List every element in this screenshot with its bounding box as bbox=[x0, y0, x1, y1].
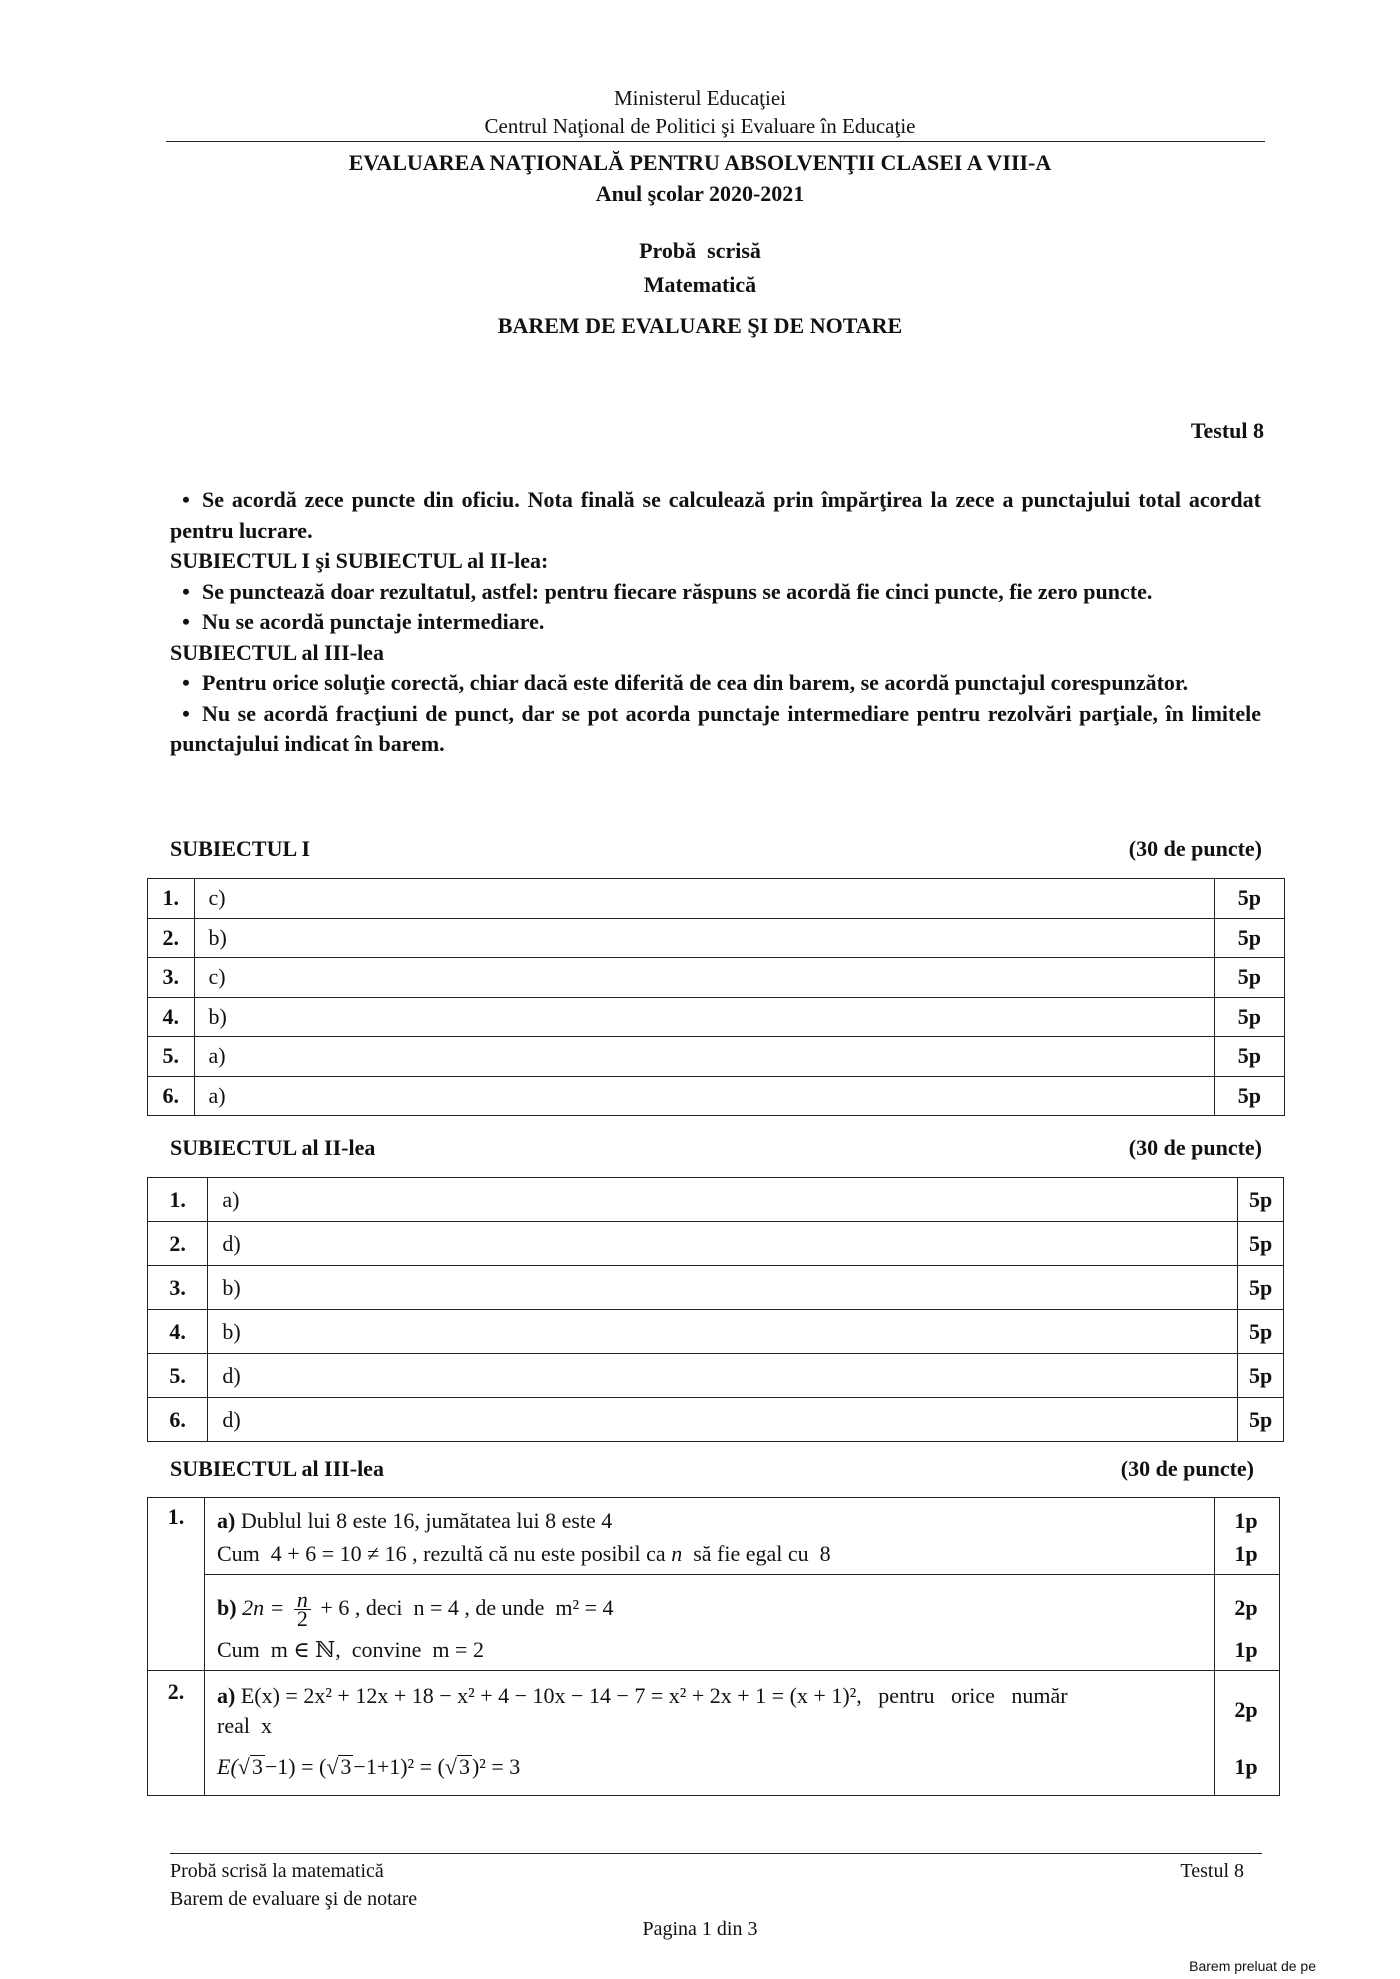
instruction-2: • Se punctează doar rezultatul, astfel: pentru fiecare răspuns se acordă fie cinci puncte, fie zero puncte. bbox=[170, 577, 1261, 608]
header-rule bbox=[166, 141, 1265, 142]
answer-score: 5p bbox=[1238, 1398, 1284, 1442]
subject3-problem2 bbox=[148, 1671, 1280, 1796]
instruction-3: • Nu se acordă punctaje intermediare. bbox=[170, 607, 1261, 638]
footer-left-2: Barem de evaluare şi de notare bbox=[170, 1888, 418, 1910]
problem1-a-text2-end: să fie egal cu 8 bbox=[682, 1541, 831, 1566]
school-year: Anul şcolar 2020-2021 bbox=[595, 181, 805, 206]
problem1-number: 1. bbox=[148, 1498, 205, 1671]
problem2-a-line1 bbox=[205, 1681, 1258, 1722]
exam-title: EVALUAREA NAŢIONALĂ PENTRU ABSOLVENŢII CLASEI A VIII-A bbox=[348, 150, 1052, 175]
answer-value: c) bbox=[194, 879, 1214, 919]
problem1-a-line1 bbox=[205, 1504, 1258, 1537]
problem2-eval-mid: ) = ( bbox=[288, 1754, 327, 1779]
instruction-4: • Pentru orice soluţie corectă, chiar dacă este diferită de cea din barem, se acordă punctajul corespunzător. bbox=[170, 668, 1261, 699]
question-number: 5. bbox=[148, 1354, 208, 1398]
answer-row bbox=[148, 1354, 1284, 1398]
problem2-eval-right: −1+1)² = ( bbox=[353, 1754, 445, 1779]
problem1-a-var: n bbox=[671, 1541, 683, 1566]
instruction-5: • Nu se acordă fracţiuni de punct, dar se pot acorda punctaje intermediare pentru rezolvări parţiale, în limitele punctajului indicat în barem. bbox=[170, 699, 1261, 760]
problem2-number: 2. bbox=[148, 1671, 205, 1796]
problem2-a-continuation: real x bbox=[217, 1713, 272, 1738]
problem1-a-score1: 1p bbox=[1234, 1508, 1258, 1533]
question-number: 1. bbox=[148, 1178, 208, 1222]
answer-row bbox=[148, 1076, 1285, 1116]
problem2-a-score: 2p bbox=[1234, 1697, 1258, 1722]
problem1-b-eq-left: 2n = bbox=[242, 1595, 285, 1620]
answer-score: 5p bbox=[1214, 1076, 1284, 1116]
problem2-a-line3 bbox=[205, 1745, 1258, 1789]
subject3-problem1-b bbox=[148, 1575, 1280, 1671]
answer-value: b) bbox=[208, 1266, 1238, 1310]
subject2-points: (30 de puncte) bbox=[1128, 1135, 1262, 1160]
problem1-a-text1: Dublul lui 8 este 16, jumătatea lui 8 este 4 bbox=[240, 1508, 613, 1533]
fraction-numerator: n bbox=[294, 1591, 311, 1610]
answer-row bbox=[148, 918, 1285, 958]
question-number: 4. bbox=[148, 1310, 208, 1354]
question-number: 2. bbox=[148, 1222, 208, 1266]
answer-score: 5p bbox=[1238, 1266, 1284, 1310]
problem2-eval-inner: −1 bbox=[264, 1754, 289, 1779]
answer-row bbox=[148, 1222, 1284, 1266]
subject2-title: SUBIECTUL al II-lea bbox=[170, 1135, 376, 1160]
problem2-a-expression: E(x) = 2x² + 12x + 18 − x² + 4 − 10x − 14 − 7 = x² + 2x + 1 = (x + 1)², pentru orice număr bbox=[240, 1683, 1068, 1708]
question-number: 2. bbox=[148, 918, 195, 958]
answer-value: b) bbox=[194, 997, 1214, 1037]
problem1-b-line1 bbox=[205, 1583, 1258, 1633]
question-number: 3. bbox=[148, 1266, 208, 1310]
answer-row bbox=[148, 958, 1285, 998]
page-number: Pagina 1 din 3 bbox=[642, 1918, 758, 1940]
question-number: 1. bbox=[148, 879, 195, 919]
subject1-heading bbox=[170, 836, 1262, 862]
problem1-b-cell bbox=[205, 1575, 1258, 1671]
problem2-a-label: a) bbox=[217, 1683, 236, 1708]
question-number: 6. bbox=[148, 1398, 208, 1442]
sqrt-icon: √ bbox=[326, 1754, 339, 1779]
problem1-b-line2 bbox=[205, 1633, 1258, 1666]
answer-score: 5p bbox=[1238, 1310, 1284, 1354]
answer-value: b) bbox=[194, 918, 1214, 958]
instruction-heading-3: SUBIECTUL al III-lea bbox=[170, 639, 384, 665]
answer-value: a) bbox=[208, 1178, 1238, 1222]
answer-score: 5p bbox=[1214, 958, 1284, 998]
question-number: 4. bbox=[148, 997, 195, 1037]
sqrt-icon: √ bbox=[444, 1754, 457, 1779]
subject3-table bbox=[147, 1497, 1280, 1796]
answer-row bbox=[148, 1037, 1285, 1077]
answer-value: c) bbox=[194, 958, 1214, 998]
question-number: 5. bbox=[148, 1037, 195, 1077]
answer-score: 5p bbox=[1214, 918, 1284, 958]
subject1-title: SUBIECTUL I bbox=[170, 836, 311, 861]
subject-name: Matematică bbox=[643, 272, 757, 297]
center-name: Centrul Naţional de Politici şi Evaluare în Educaţie bbox=[484, 114, 916, 138]
subject3-title: SUBIECTUL al III-lea bbox=[170, 1456, 384, 1481]
answer-value: a) bbox=[194, 1037, 1214, 1077]
radicand-1: 3 bbox=[251, 1754, 263, 1779]
instructions bbox=[170, 485, 1261, 760]
answer-value: d) bbox=[208, 1398, 1238, 1442]
problem1-b-eq-right: + 6 , deci n = 4 , de unde m² = 4 bbox=[320, 1595, 614, 1620]
problem1-a-cell bbox=[205, 1498, 1258, 1575]
subject1-table bbox=[147, 878, 1285, 1116]
problem1-a-line2 bbox=[205, 1537, 1258, 1570]
ministry-name: Ministerul Educaţiei bbox=[613, 86, 787, 110]
answer-value: a) bbox=[194, 1076, 1214, 1116]
answer-row bbox=[148, 1178, 1284, 1222]
footer-rule bbox=[170, 1853, 1262, 1854]
problem1-b-label: b) bbox=[217, 1595, 237, 1620]
subject2-table bbox=[147, 1177, 1284, 1442]
problem1-a-text2: Cum 4 + 6 = 10 ≠ 16 , rezultă că nu este posibil ca bbox=[217, 1541, 672, 1566]
subject3-problem1-a bbox=[148, 1498, 1280, 1575]
subject2-heading bbox=[170, 1135, 1262, 1161]
question-number: 6. bbox=[148, 1076, 195, 1116]
answer-row bbox=[148, 997, 1285, 1037]
answer-score: 5p bbox=[1238, 1222, 1284, 1266]
problem2-eval-end: )² = 3 bbox=[471, 1754, 521, 1779]
subject3-heading bbox=[170, 1456, 1254, 1482]
answer-value: b) bbox=[208, 1310, 1238, 1354]
answer-row bbox=[148, 1310, 1284, 1354]
problem1-a-score2: 1p bbox=[1234, 1541, 1258, 1566]
radicand-2: 3 bbox=[340, 1754, 352, 1779]
problem1-b-score1: 2p bbox=[1234, 1595, 1258, 1620]
document-title: BAREM DE EVALUARE ŞI DE NOTARE bbox=[497, 313, 903, 338]
answer-score: 5p bbox=[1238, 1178, 1284, 1222]
sqrt-icon: √ bbox=[237, 1754, 250, 1779]
answer-value: d) bbox=[208, 1222, 1238, 1266]
problem1-b-text2: Cum m ∈ ℕ, convine m = 2 bbox=[217, 1637, 484, 1662]
problem2-eval-score: 1p bbox=[1234, 1754, 1258, 1779]
footer-right: Testul 8 bbox=[1180, 1860, 1244, 1882]
test-id: Testul 8 bbox=[1190, 418, 1264, 443]
answer-row bbox=[148, 1398, 1284, 1442]
answer-score: 5p bbox=[1214, 997, 1284, 1037]
problem2-eval-left: E( bbox=[217, 1754, 238, 1779]
answer-row bbox=[148, 879, 1285, 919]
fraction-denominator: 2 bbox=[296, 1606, 308, 1632]
answer-score: 5p bbox=[1214, 1037, 1284, 1077]
question-number: 3. bbox=[148, 958, 195, 998]
watermark: Barem preluat de pe bbox=[1189, 1958, 1316, 1974]
problem2-a-cell bbox=[205, 1671, 1258, 1796]
footer-left-1: Probă scrisă la matematică bbox=[170, 1860, 384, 1882]
test-type: Probă scrisă bbox=[639, 238, 761, 263]
problem1-b-fraction bbox=[294, 1587, 311, 1632]
instruction-heading-1-2: SUBIECTUL I şi SUBIECTUL al II-lea: bbox=[170, 548, 549, 573]
problem2-a-line2 bbox=[205, 1711, 1214, 1745]
instruction-1: • Se acordă zece puncte din oficiu. Nota finală se calculează prin împărţirea la zece a punctajului total acordat pentru lucrare. bbox=[170, 485, 1261, 546]
answer-row bbox=[148, 1266, 1284, 1310]
answer-score: 5p bbox=[1214, 879, 1284, 919]
subject1-points: (30 de puncte) bbox=[1128, 836, 1262, 861]
problem1-b-score2: 1p bbox=[1234, 1637, 1258, 1662]
problem1-a-label: a) bbox=[217, 1508, 236, 1533]
answer-value: d) bbox=[208, 1354, 1238, 1398]
answer-score: 5p bbox=[1238, 1354, 1284, 1398]
subject3-points: (30 de puncte) bbox=[1120, 1456, 1254, 1481]
radicand-3: 3 bbox=[458, 1754, 470, 1779]
